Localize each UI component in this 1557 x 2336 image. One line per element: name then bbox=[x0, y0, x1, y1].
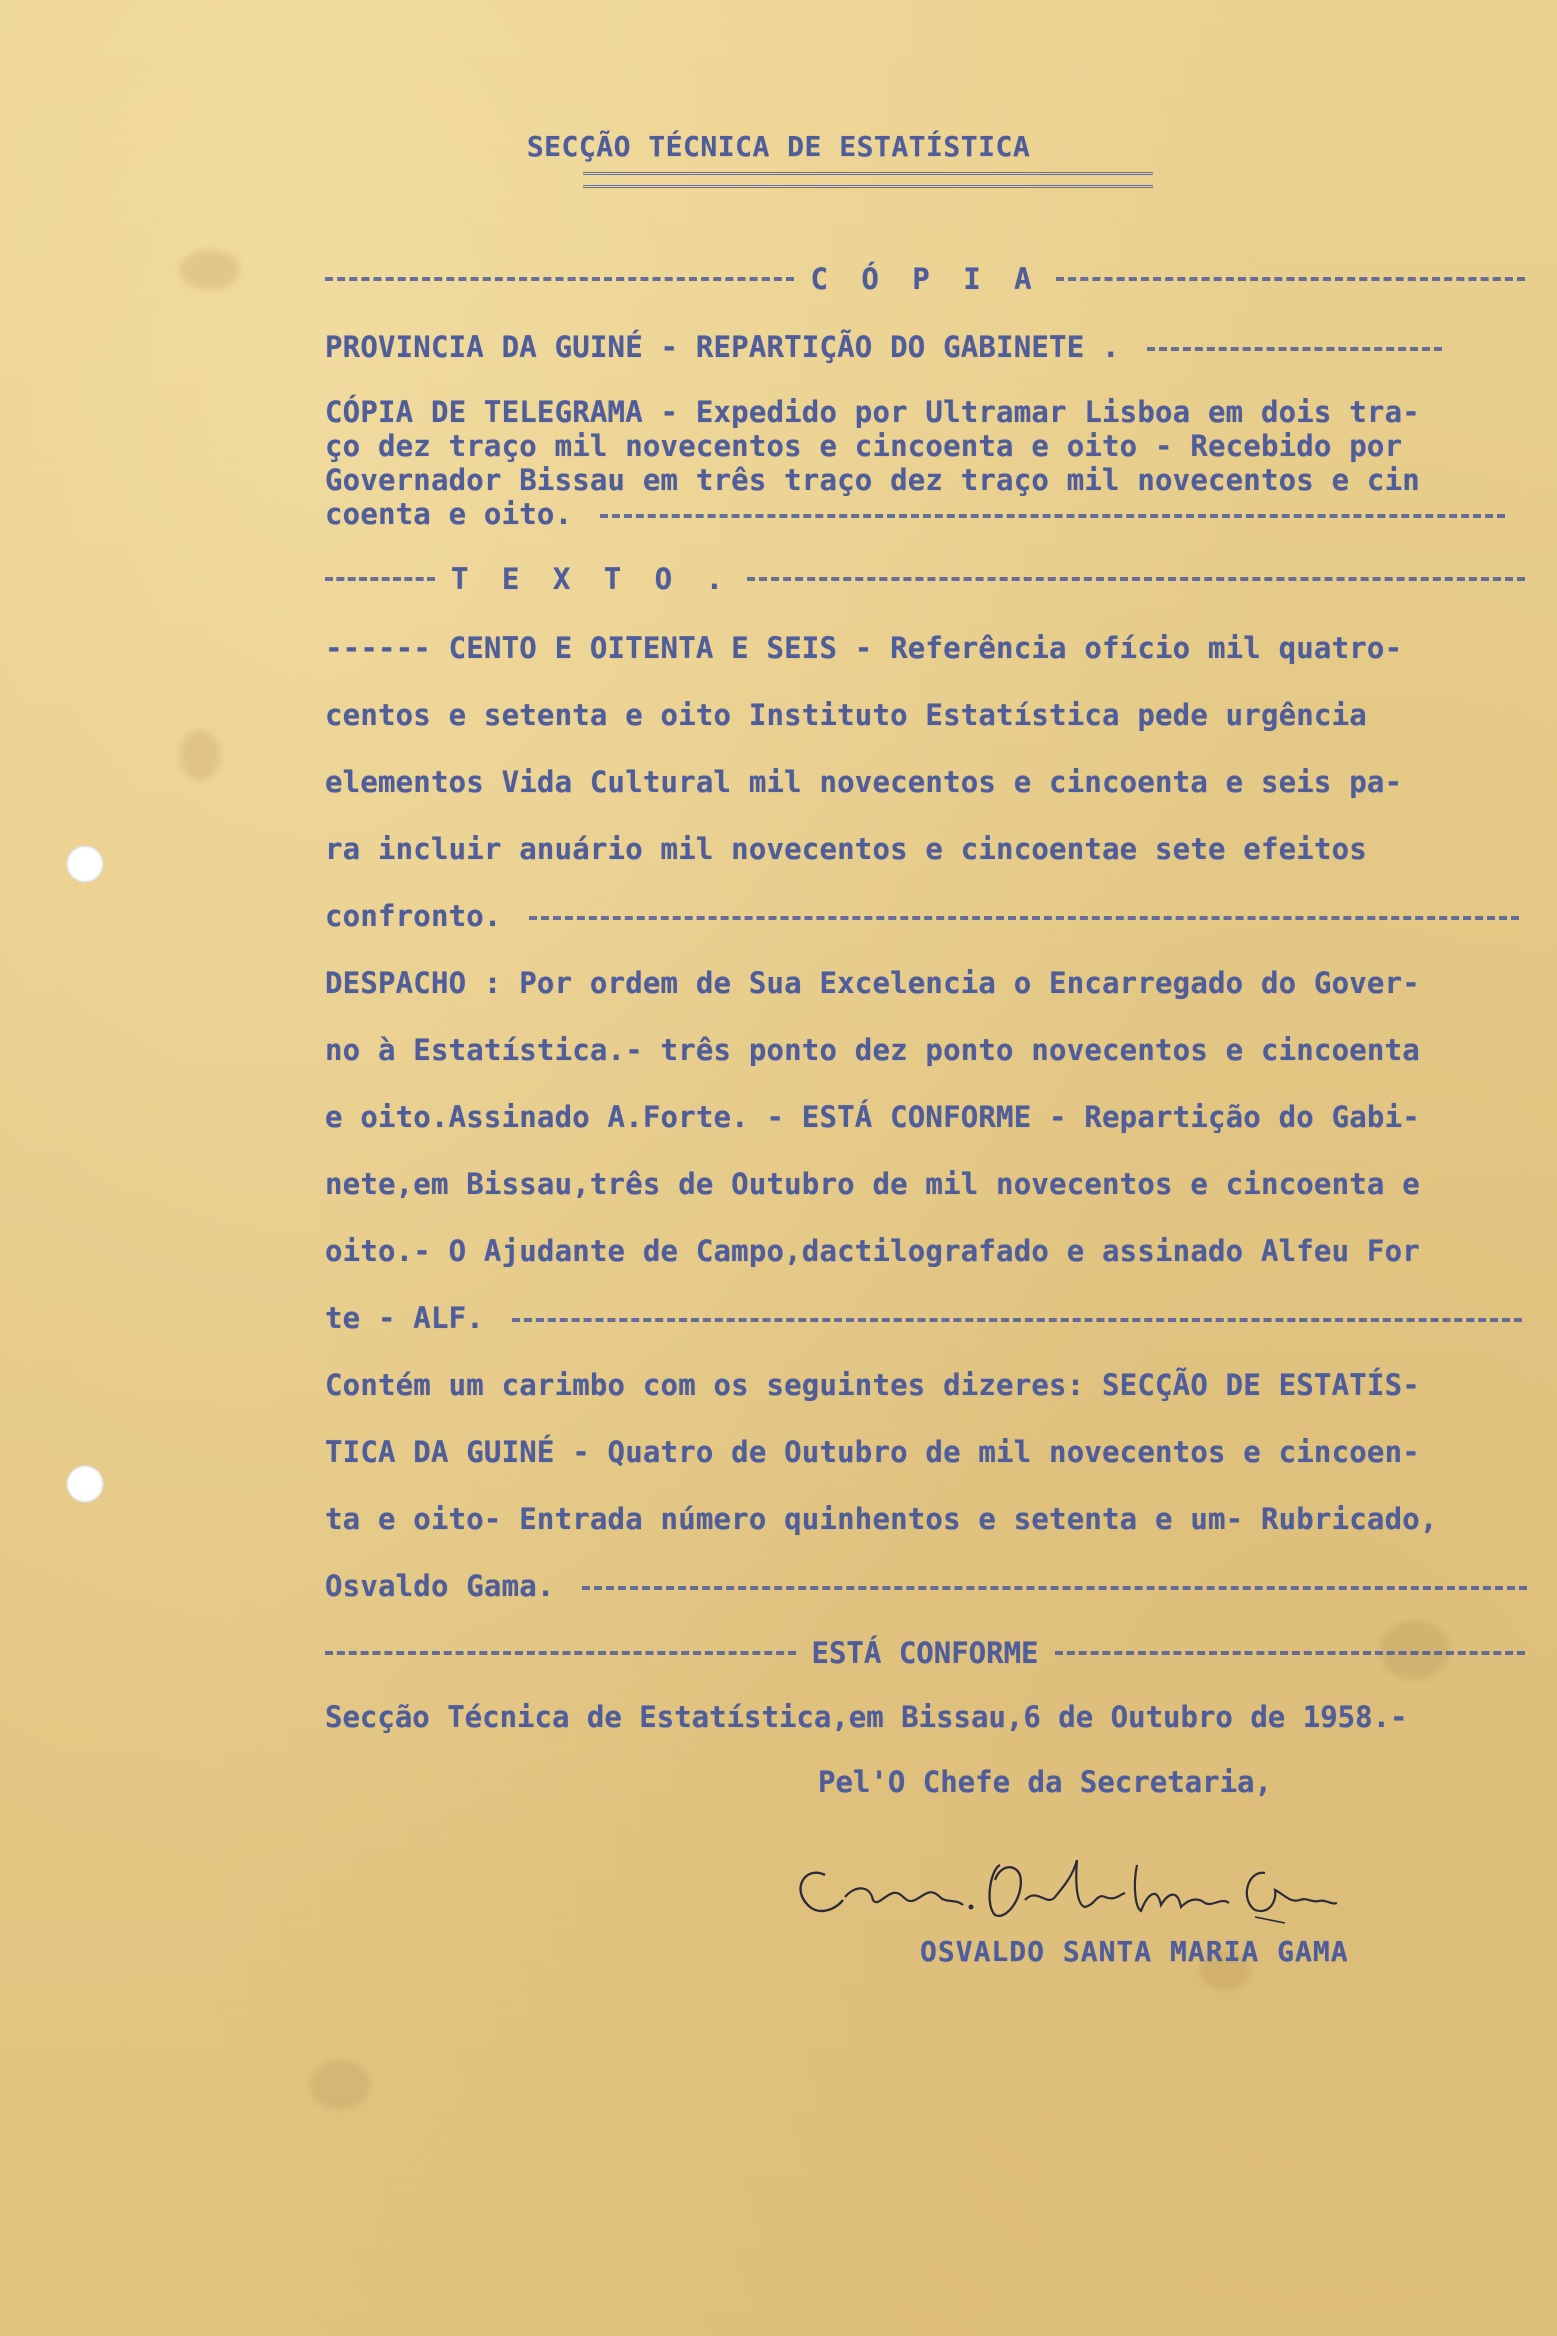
punch-hole bbox=[66, 845, 104, 883]
section-header: SECÇÃO TÉCNICA DE ESTATÍSTICA bbox=[526, 130, 1031, 163]
telegram-line-2: ço dez traço mil novecentos e cincoenta e oito - Recebido por bbox=[325, 429, 1403, 463]
body-line-2: centos e setenta e oito Instituto Estatística pede urgência bbox=[325, 698, 1367, 732]
provincia-line bbox=[325, 330, 1555, 364]
body-line-1: ------ CENTO E OITENTA E SEIS - Referência ofício mil quatro- bbox=[325, 631, 1403, 665]
texto-line bbox=[325, 562, 1525, 596]
dash-rule bbox=[1147, 347, 1442, 351]
dash-rule bbox=[529, 916, 1519, 920]
paper-stain bbox=[180, 730, 220, 780]
body-line-3: elementos Vida Cultural mil novecentos e cincoenta e seis pa- bbox=[325, 765, 1403, 799]
dash-rule bbox=[582, 1586, 1527, 1590]
conforme-label: ESTÁ CONFORME bbox=[811, 1636, 1039, 1670]
carimbo-line-4-text: Osvaldo Gama. bbox=[325, 1569, 555, 1603]
dash-rule bbox=[1056, 277, 1525, 281]
dash-rule bbox=[512, 1318, 1522, 1322]
handwritten-signature bbox=[785, 1845, 1345, 1935]
paper-stain bbox=[180, 250, 240, 290]
texto-label: T E X T O . bbox=[451, 562, 732, 596]
body-line-4: ra incluir anuário mil novecentos e cincoentae sete efeitos bbox=[325, 832, 1367, 866]
dash-rule bbox=[1055, 1651, 1526, 1655]
despacho-line-3: e oito.Assinado A.Forte. - ESTÁ CONFORME - Repartição do Gabi- bbox=[325, 1100, 1420, 1134]
dash-rule bbox=[600, 514, 1505, 518]
punch-hole bbox=[66, 1465, 104, 1503]
carimbo-line-4 bbox=[325, 1569, 1555, 1603]
copia-label: C Ó P I A bbox=[810, 262, 1040, 296]
body-line-5-text: confronto. bbox=[325, 899, 502, 933]
telegram-line-1: CÓPIA DE TELEGRAMA - Expedido por Ultramar Lisboa em dois tra- bbox=[325, 395, 1420, 429]
despacho-line-1: DESPACHO : Por ordem de Sua Excelencia o Encarregado do Gover- bbox=[325, 966, 1420, 1000]
conforme-line bbox=[325, 1636, 1525, 1670]
despacho-line-4: nete,em Bissau,três de Outubro de mil novecentos e cincoenta e bbox=[325, 1167, 1420, 1201]
paper-stain bbox=[310, 2060, 370, 2110]
signatory-name: OSVALDO SANTA MARIA GAMA bbox=[920, 1935, 1349, 1968]
despacho-line-2: no à Estatística.- três ponto dez ponto novecentos e cincoenta bbox=[325, 1033, 1420, 1067]
telegram-line-4-text: coenta e oito. bbox=[325, 497, 573, 531]
despacho-line-5: oito.- O Ajudante de Campo,dactilografado e assinado Alfeu For bbox=[325, 1234, 1420, 1268]
dash-rule bbox=[325, 1651, 796, 1655]
telegram-line-3: Governador Bissau em três traço dez traço mil novecentos e cin bbox=[325, 463, 1420, 497]
carimbo-line-3: ta e oito- Entrada número quinhentos e setenta e um- Rubricado, bbox=[325, 1502, 1438, 1536]
carimbo-line-2: TICA DA GUINÉ - Quatro de Outubro de mil novecentos e cincoen- bbox=[325, 1435, 1420, 1469]
pel-chefe-line: Pel'O Chefe da Secretaria, bbox=[818, 1765, 1272, 1799]
despacho-line-6-text: te - ALF. bbox=[325, 1301, 484, 1335]
place-date: Secção Técnica de Estatística,em Bissau,6 de Outubro de 1958.- bbox=[325, 1700, 1408, 1734]
body-line-5 bbox=[325, 899, 1555, 933]
despacho-line-6 bbox=[325, 1301, 1555, 1335]
provincia-text: PROVINCIA DA GUINÉ - REPARTIÇÃO DO GABINETE . bbox=[325, 330, 1120, 364]
copia-line bbox=[325, 262, 1525, 296]
dash-rule bbox=[747, 577, 1525, 581]
header-double-underline bbox=[583, 172, 1153, 188]
dash-rule bbox=[325, 277, 794, 281]
dash-rule bbox=[325, 577, 435, 581]
telegram-line-4 bbox=[325, 497, 1555, 531]
carimbo-line-1: Contém um carimbo com os seguintes dizeres: SECÇÃO DE ESTATÍS- bbox=[325, 1368, 1420, 1402]
